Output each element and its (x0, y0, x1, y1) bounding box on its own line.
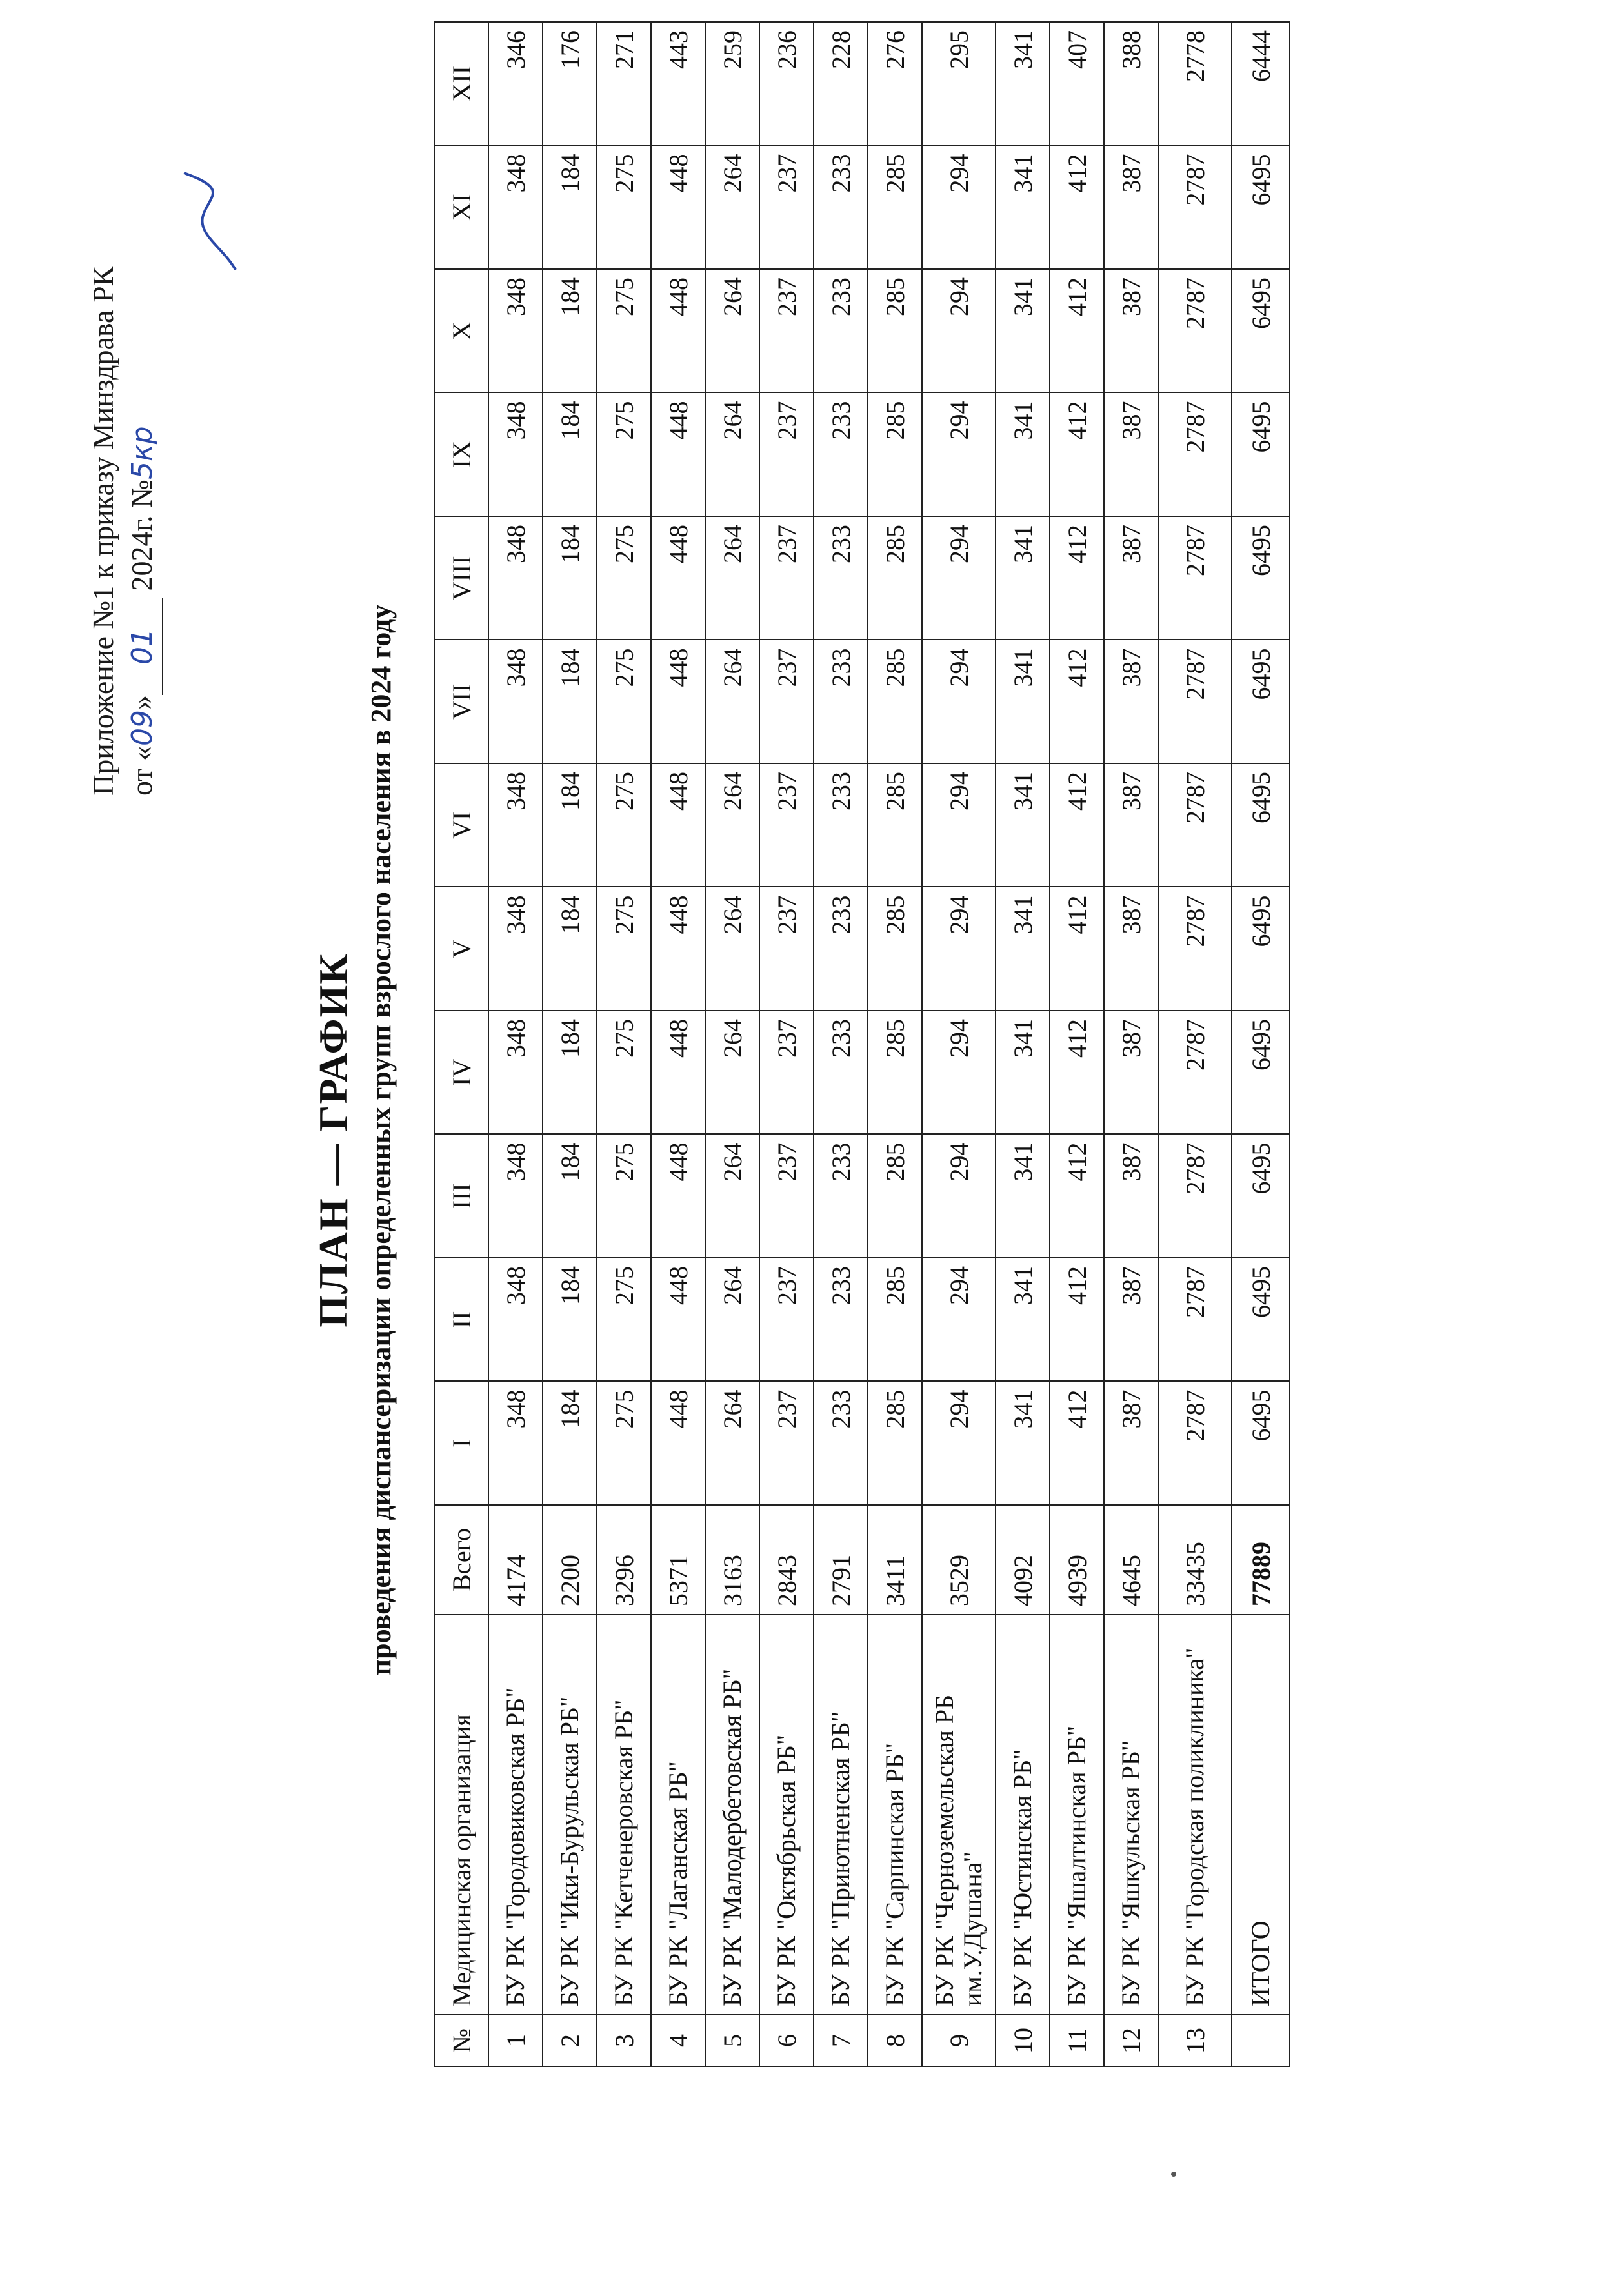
appendix-day-handwritten: 09 (126, 710, 159, 746)
row-month-value: 294 (922, 887, 996, 1011)
row-month-value: 387 (1104, 393, 1158, 517)
row-month-value: 237 (759, 887, 814, 1011)
header-month: III (434, 1135, 488, 1258)
row-total: 3296 (597, 1505, 651, 1615)
row-month-value: 285 (868, 146, 922, 270)
row-number: 11 (1050, 2015, 1104, 2066)
row-month-value: 233 (814, 1011, 868, 1135)
header-month: II (434, 1258, 488, 1382)
total-month-value: 6495 (1232, 887, 1290, 1011)
row-organization: БУ РК "Ики-Бурульская РБ" (543, 1615, 597, 2015)
row-month-value: 275 (597, 516, 651, 640)
header-month: XII (434, 22, 488, 146)
row-number: 3 (597, 2015, 651, 2066)
row-month-value: 412 (1050, 887, 1104, 1011)
row-month-value: 275 (597, 269, 651, 393)
row-month-value: 276 (868, 22, 922, 146)
table-row (597, 22, 651, 2066)
header-month: VI (434, 763, 488, 887)
row-month-value: 348 (488, 640, 543, 764)
row-organization: БУ РК "Яшкульская РБ" (1104, 1615, 1158, 2015)
row-month-value: 341 (996, 1258, 1050, 1382)
row-month-value: 285 (868, 640, 922, 764)
row-month-value: 237 (759, 1135, 814, 1258)
row-month-value: 2787 (1158, 1382, 1232, 1506)
row-month-value: 348 (488, 393, 543, 517)
row-month-value: 448 (651, 516, 705, 640)
row-month-value: 294 (922, 1011, 996, 1135)
row-month-value: 233 (814, 393, 868, 517)
row-month-value: 341 (996, 1135, 1050, 1258)
row-month-value: 387 (1104, 269, 1158, 393)
total-month-value: 6495 (1232, 1258, 1290, 1382)
row-month-value: 237 (759, 640, 814, 764)
row-month-value: 259 (705, 22, 759, 146)
row-month-value: 348 (488, 516, 543, 640)
row-number: 9 (922, 2015, 996, 2066)
row-month-value: 184 (543, 640, 597, 764)
row-month-value: 341 (996, 146, 1050, 270)
row-month-value: 264 (705, 516, 759, 640)
row-number: 5 (705, 2015, 759, 2066)
row-month-value: 285 (868, 763, 922, 887)
row-month-value: 275 (597, 1258, 651, 1382)
row-total: 2791 (814, 1505, 868, 1615)
row-month-value: 348 (488, 1258, 543, 1382)
row-month-value: 233 (814, 887, 868, 1011)
total-month-value: 6495 (1232, 393, 1290, 517)
header-month: XI (434, 146, 488, 270)
row-month-value: 233 (814, 1258, 868, 1382)
row-month-value: 341 (996, 22, 1050, 146)
total-month-value: 6495 (1232, 1382, 1290, 1506)
row-month-value: 275 (597, 1382, 651, 1506)
row-month-value: 237 (759, 269, 814, 393)
table-row (705, 22, 759, 2066)
row-month-value: 264 (705, 1011, 759, 1135)
row-month-value: 294 (922, 1382, 996, 1506)
row-month-value: 341 (996, 393, 1050, 517)
row-month-value: 2787 (1158, 146, 1232, 270)
row-month-value: 264 (705, 146, 759, 270)
header-month: I (434, 1382, 488, 1506)
row-month-value: 285 (868, 269, 922, 393)
row-month-value: 184 (543, 1382, 597, 1506)
row-month-value: 275 (597, 763, 651, 887)
row-month-value: 294 (922, 1258, 996, 1382)
header-month: VIII (434, 516, 488, 640)
row-month-value: 176 (543, 22, 597, 146)
row-month-value: 264 (705, 1135, 759, 1258)
row-month-value: 285 (868, 1135, 922, 1258)
row-organization: БУ РК "Городская поликлиника" (1158, 1615, 1232, 2015)
row-month-value: 237 (759, 1382, 814, 1506)
row-total: 4939 (1050, 1505, 1104, 1615)
row-number: 8 (868, 2015, 922, 2066)
row-month-value: 264 (705, 269, 759, 393)
row-organization: БУ РК "Сарпинская РБ" (868, 1615, 922, 2015)
row-month-value: 443 (651, 22, 705, 146)
row-month-value: 341 (996, 887, 1050, 1011)
total-month-value: 6495 (1232, 516, 1290, 640)
row-organization: БУ РК "Приютненская РБ" (814, 1615, 868, 2015)
table-row (1104, 22, 1158, 2066)
row-month-value: 2787 (1158, 1135, 1232, 1258)
row-month-value: 285 (868, 887, 922, 1011)
row-number: 12 (1104, 2015, 1158, 2066)
row-month-value: 387 (1104, 1382, 1158, 1506)
row-month-value: 184 (543, 763, 597, 887)
row-organization: БУ РК "Кетченеровская РБ" (597, 1615, 651, 2015)
row-month-value: 285 (868, 1258, 922, 1382)
row-organization: БУ РК "Юстинская РБ" (996, 1615, 1050, 2015)
row-total: 4645 (1104, 1505, 1158, 1615)
table-row (759, 22, 814, 2066)
row-month-value: 341 (996, 516, 1050, 640)
appendix-year-part: 2024г. № (125, 479, 158, 591)
row-total: 5371 (651, 1505, 705, 1615)
plan-schedule-table (434, 21, 1290, 2067)
row-month-value: 412 (1050, 1382, 1104, 1506)
row-organization: БУ РК "Лаганская РБ" (651, 1615, 705, 2015)
row-month-value: 412 (1050, 393, 1104, 517)
total-row-label: ИТОГО (1232, 1615, 1290, 2015)
row-month-value: 233 (814, 1382, 868, 1506)
header-total: Всего (434, 1505, 488, 1615)
row-month-value: 275 (597, 1135, 651, 1258)
row-month-value: 348 (488, 887, 543, 1011)
row-month-value: 294 (922, 516, 996, 640)
row-month-value: 348 (488, 763, 543, 887)
appendix-month-handwritten: 01 (123, 598, 163, 695)
row-organization: БУ РК "Яшалтинская РБ" (1050, 1615, 1104, 2015)
header-organization: Медицинская организация (434, 1615, 488, 2015)
row-month-value: 237 (759, 516, 814, 640)
row-month-value: 448 (651, 640, 705, 764)
row-month-value: 184 (543, 1258, 597, 1382)
row-month-value: 233 (814, 763, 868, 887)
row-month-value: 264 (705, 1382, 759, 1506)
row-total: 2843 (759, 1505, 814, 1615)
row-month-value: 184 (543, 146, 597, 270)
row-month-value: 2787 (1158, 1011, 1232, 1135)
row-month-value: 387 (1104, 887, 1158, 1011)
row-month-value: 387 (1104, 1135, 1158, 1258)
row-month-value: 264 (705, 1258, 759, 1382)
appendix-line-2 (123, 21, 163, 796)
row-month-value: 2787 (1158, 269, 1232, 393)
row-total: 3163 (705, 1505, 759, 1615)
row-organization: БУ РК "Октябрьская РБ" (759, 1615, 814, 2015)
row-month-value: 387 (1104, 1011, 1158, 1135)
document-subtitle: проведения диспансеризации определенных групп взрослого населения в 2024 году (365, 604, 397, 1676)
row-month-value: 184 (543, 887, 597, 1011)
table-row (488, 22, 543, 2066)
appendix-quote-sep: » (125, 695, 158, 710)
table-row (996, 22, 1050, 2066)
row-month-value: 407 (1050, 22, 1104, 146)
row-month-value: 412 (1050, 516, 1104, 640)
row-month-value: 448 (651, 393, 705, 517)
row-month-value: 285 (868, 1382, 922, 1506)
row-month-value: 275 (597, 393, 651, 517)
row-month-value: 237 (759, 1011, 814, 1135)
total-month-value: 6495 (1232, 763, 1290, 887)
row-number: 4 (651, 2015, 705, 2066)
grand-total: 77889 (1232, 1505, 1290, 1615)
row-month-value: 184 (543, 1135, 597, 1258)
row-month-value: 264 (705, 887, 759, 1011)
row-month-value: 448 (651, 146, 705, 270)
row-month-value: 448 (651, 1382, 705, 1506)
row-organization: БУ РК "Городовиковская РБ" (488, 1615, 543, 2015)
row-month-value: 275 (597, 887, 651, 1011)
row-month-value: 412 (1050, 1011, 1104, 1135)
total-month-value: 6495 (1232, 1135, 1290, 1258)
row-organization: БУ РК "Черноземельская РБ им.У.Душана" (922, 1615, 996, 2015)
row-month-value: 348 (488, 1135, 543, 1258)
row-month-value: 412 (1050, 1135, 1104, 1258)
header-month: IV (434, 1011, 488, 1135)
table-row (1158, 22, 1232, 2066)
row-month-value: 387 (1104, 516, 1158, 640)
row-month-value: 412 (1050, 1258, 1104, 1382)
row-month-value: 264 (705, 393, 759, 517)
row-month-value: 348 (488, 1382, 543, 1506)
signature-stroke-icon (177, 170, 248, 273)
row-month-value: 341 (996, 1011, 1050, 1135)
row-month-value: 233 (814, 269, 868, 393)
row-month-value: 285 (868, 516, 922, 640)
row-number: 7 (814, 2015, 868, 2066)
total-row-number-empty (1232, 2015, 1290, 2066)
row-month-value: 237 (759, 146, 814, 270)
row-month-value: 412 (1050, 269, 1104, 393)
row-month-value: 2787 (1158, 887, 1232, 1011)
total-month-value: 6495 (1232, 640, 1290, 764)
row-month-value: 2787 (1158, 640, 1232, 764)
row-month-value: 233 (814, 1135, 868, 1258)
total-month-value: 6495 (1232, 269, 1290, 393)
header-month: V (434, 887, 488, 1011)
row-month-value: 2787 (1158, 1258, 1232, 1382)
row-month-value: 448 (651, 1135, 705, 1258)
row-month-value: 2787 (1158, 393, 1232, 517)
table-row (651, 22, 705, 2066)
row-month-value: 346 (488, 22, 543, 146)
row-month-value: 237 (759, 393, 814, 517)
appendix-from-prefix: от « (125, 746, 158, 796)
scan-speck (1171, 2172, 1176, 2177)
table-row-total (1232, 22, 1290, 2066)
row-month-value: 294 (922, 146, 996, 270)
row-number: 10 (996, 2015, 1050, 2066)
row-month-value: 237 (759, 763, 814, 887)
row-month-value: 294 (922, 393, 996, 517)
row-month-value: 233 (814, 640, 868, 764)
row-total: 33435 (1158, 1505, 1232, 1615)
table-row (814, 22, 868, 2066)
row-month-value: 341 (996, 269, 1050, 393)
row-total: 2200 (543, 1505, 597, 1615)
row-month-value: 184 (543, 516, 597, 640)
row-month-value: 348 (488, 269, 543, 393)
row-month-value: 387 (1104, 1258, 1158, 1382)
row-number: 13 (1158, 2015, 1232, 2066)
row-number: 2 (543, 2015, 597, 2066)
table-row (1050, 22, 1104, 2066)
row-month-value: 295 (922, 22, 996, 146)
total-month-value: 6444 (1232, 22, 1290, 146)
row-month-value: 348 (488, 1011, 543, 1135)
row-month-value: 341 (996, 640, 1050, 764)
row-month-value: 412 (1050, 146, 1104, 270)
table-row (543, 22, 597, 2066)
row-month-value: 228 (814, 22, 868, 146)
row-month-value: 448 (651, 1011, 705, 1135)
row-total: 4174 (488, 1505, 543, 1615)
row-month-value: 2778 (1158, 22, 1232, 146)
row-total: 3529 (922, 1505, 996, 1615)
appendix-number-handwritten: 5кр (126, 426, 159, 479)
table-row (868, 22, 922, 2066)
row-month-value: 285 (868, 1011, 922, 1135)
row-month-value: 236 (759, 22, 814, 146)
row-month-value: 233 (814, 146, 868, 270)
row-month-value: 448 (651, 887, 705, 1011)
row-month-value: 448 (651, 763, 705, 887)
row-month-value: 448 (651, 1258, 705, 1382)
row-month-value: 264 (705, 763, 759, 887)
row-month-value: 264 (705, 640, 759, 764)
row-month-value: 275 (597, 1011, 651, 1135)
row-month-value: 348 (488, 146, 543, 270)
row-month-value: 271 (597, 22, 651, 146)
row-month-value: 341 (996, 763, 1050, 887)
header-month: X (434, 269, 488, 393)
row-organization: БУ РК "Малодербетовская РБ" (705, 1615, 759, 2015)
row-total: 3411 (868, 1505, 922, 1615)
appendix-line-1: Приложение №1 к приказу Минздрава РК (86, 266, 119, 796)
row-month-value: 294 (922, 640, 996, 764)
row-month-value: 184 (543, 393, 597, 517)
row-month-value: 184 (543, 1011, 597, 1135)
appendix-reference (84, 21, 163, 796)
total-month-value: 6495 (1232, 146, 1290, 270)
row-month-value: 388 (1104, 22, 1158, 146)
row-total: 4092 (996, 1505, 1050, 1615)
table-row (922, 22, 996, 2066)
row-month-value: 448 (651, 269, 705, 393)
row-number: 6 (759, 2015, 814, 2066)
row-month-value: 275 (597, 146, 651, 270)
row-month-value: 412 (1050, 640, 1104, 764)
row-month-value: 294 (922, 1135, 996, 1258)
document-title: ПЛАН — ГРАФИК (310, 953, 356, 1327)
row-month-value: 294 (922, 763, 996, 887)
row-month-value: 237 (759, 1258, 814, 1382)
row-month-value: 285 (868, 393, 922, 517)
row-month-value: 275 (597, 640, 651, 764)
header-number: № (434, 2015, 488, 2066)
row-month-value: 387 (1104, 763, 1158, 887)
row-month-value: 184 (543, 269, 597, 393)
row-month-value: 2787 (1158, 516, 1232, 640)
row-month-value: 2787 (1158, 763, 1232, 887)
table-header-row (434, 22, 488, 2066)
header-month: IX (434, 393, 488, 517)
row-month-value: 341 (996, 1382, 1050, 1506)
header-month: VII (434, 640, 488, 764)
row-month-value: 412 (1050, 763, 1104, 887)
row-month-value: 387 (1104, 640, 1158, 764)
row-month-value: 294 (922, 269, 996, 393)
row-number: 1 (488, 2015, 543, 2066)
row-month-value: 233 (814, 516, 868, 640)
row-month-value: 387 (1104, 146, 1158, 270)
total-month-value: 6495 (1232, 1011, 1290, 1135)
